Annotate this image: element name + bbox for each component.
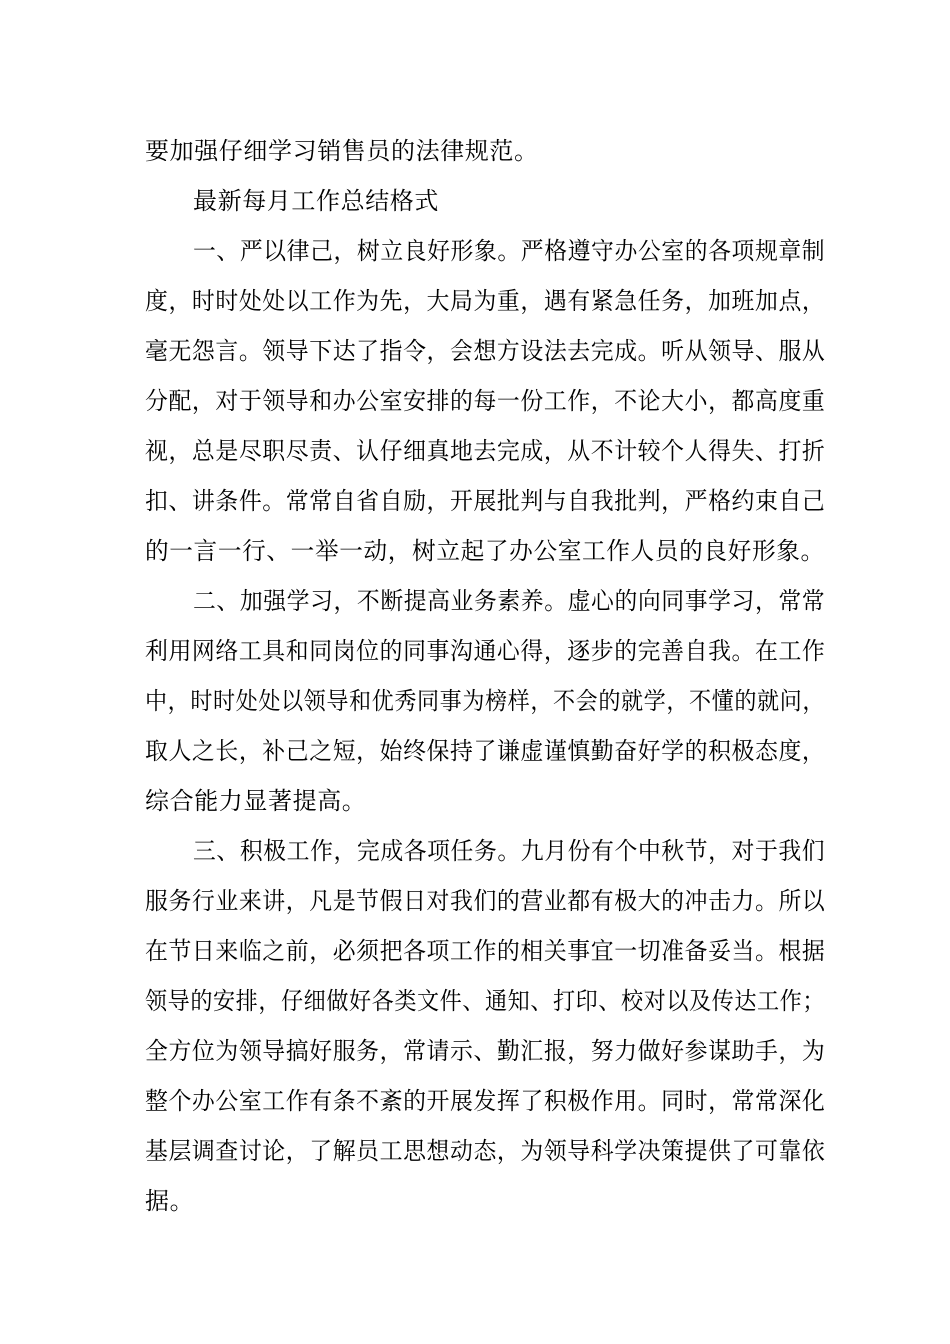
text-line: 三、积极工作，完成各项任务。九月份有个中秋节，对于我们 — [193, 837, 826, 865]
text-line: 要加强仔细学习销售员的法律规范。 — [145, 137, 539, 165]
text-line: 视，总是尽职尽责、认仔细真地去完成，从不计较个人得失、打折 — [145, 437, 826, 465]
text-line: 基层调查讨论，了解员工思想动态，为领导科学决策提供了可靠依 — [145, 1137, 826, 1165]
text-line: 综合能力显著提高。 — [145, 787, 367, 815]
text-line: 度，时时处处以工作为先，大局为重，遇有紧急任务，加班加点， — [145, 287, 826, 315]
text-line: 毫无怨言。领导下达了指令，会想方设法去完成。听从领导、服从 — [145, 337, 826, 365]
text-line: 取人之长，补己之短，始终保持了谦虚谨慎勤奋好学的积极态度， — [145, 737, 826, 765]
section-heading: 最新每月工作总结格式 — [193, 187, 439, 215]
text-line: 利用网络工具和同岗位的同事沟通心得，逐步的完善自我。在工作 — [145, 637, 826, 665]
text-line: 整个办公室工作有条不紊的开展发挥了积极作用。同时，常常深化 — [145, 1087, 826, 1115]
text-line: 扣、讲条件。常常自省自励，开展批判与自我批判，严格约束自己 — [145, 487, 826, 515]
text-line: 服务行业来讲，凡是节假日对我们的营业都有极大的冲击力。所以 — [145, 887, 826, 915]
text-line: 分配，对于领导和办公室安排的每一份工作，不论大小，都高度重 — [145, 387, 826, 415]
text-line: 二、加强学习，不断提高业务素养。虚心的向同事学习，常常 — [193, 587, 826, 615]
text-line: 的一言一行、一举一动，树立起了办公室工作人员的良好形象。 — [145, 537, 825, 565]
text-line: 在节日来临之前，必须把各项工作的相关事宜一切准备妥当。根据 — [145, 937, 826, 965]
text-line: 一、严以律己，树立良好形象。严格遵守办公室的各项规章制 — [193, 237, 826, 265]
text-line: 中，时时处处以领导和优秀同事为榜样，不会的就学，不懂的就问， — [145, 687, 825, 715]
text-line: 据。 — [145, 1187, 195, 1215]
text-line: 领导的安排，仔细做好各类文件、通知、打印、校对以及传达工作； — [145, 987, 825, 1015]
text-line: 全方位为领导搞好服务，常请示、勤汇报，努力做好参谋助手，为 — [145, 1037, 826, 1065]
